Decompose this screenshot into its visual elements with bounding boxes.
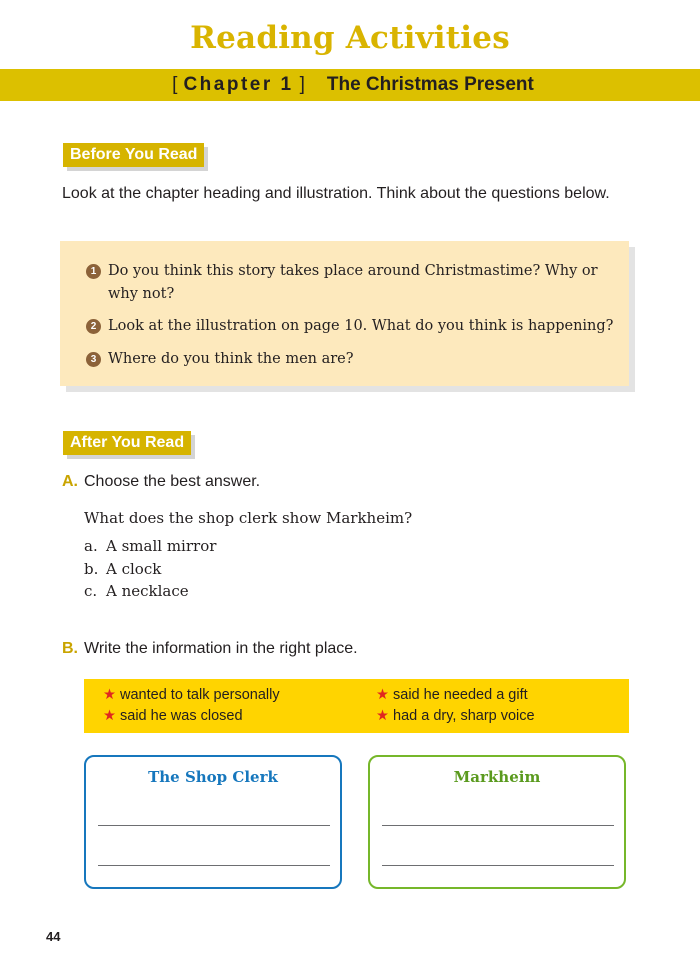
option-letter: b. [84, 559, 99, 578]
word-bank-item[interactable] [103, 685, 280, 705]
option-letter: a. [84, 537, 98, 555]
number-badge: 3 [86, 352, 101, 367]
answer-line-2[interactable] [382, 865, 614, 866]
option-letter: c. [84, 582, 98, 600]
page-title: Reading Activities [190, 20, 510, 56]
question-item [86, 260, 616, 306]
before-you-read-tag: Before You Read [63, 143, 204, 167]
questions-box [60, 241, 629, 386]
question-text: Look at the illustration on page 10. What do you think is happening? [108, 318, 614, 334]
option-text: A necklace [106, 582, 189, 600]
shop-clerk-box [84, 755, 342, 889]
option-text: A small mirror [106, 537, 217, 555]
question-text: Where do you think the men are? [108, 351, 354, 367]
phrase-text: said he needed a gift [393, 687, 528, 703]
section-a-letter: A. [62, 473, 78, 490]
section-a-heading [62, 471, 260, 493]
number-badge: 2 [86, 319, 101, 334]
answer-option-b[interactable] [84, 558, 216, 581]
close-bracket: ] [299, 74, 305, 95]
section-a-instruction: Choose the best answer. [84, 473, 261, 490]
chapter-banner [0, 69, 700, 101]
phrase-text: wanted to talk personally [120, 687, 280, 703]
answer-option-a[interactable] [84, 535, 216, 558]
chapter-title: The Christmas Present [326, 74, 534, 95]
before-intro-text: Look at the chapter heading and illustration. Think about the questions below. [62, 185, 610, 202]
answer-option-c[interactable] [84, 580, 216, 603]
star-icon: ★ [103, 708, 116, 724]
markheim-box [368, 755, 626, 889]
section-b-heading [62, 638, 358, 660]
star-icon: ★ [376, 708, 389, 724]
number-badge: 1 [86, 264, 101, 279]
section-a-question: What does the shop clerk show Markheim? [84, 509, 413, 527]
answer-line-1[interactable] [98, 825, 330, 826]
star-icon: ★ [376, 687, 389, 703]
question-item [86, 315, 616, 338]
word-bank-item[interactable] [376, 685, 528, 705]
star-icon: ★ [103, 687, 116, 703]
section-b-instruction: Write the information in the right place. [84, 640, 358, 657]
word-bank-item[interactable] [103, 706, 243, 726]
phrase-text: had a dry, sharp voice [393, 708, 535, 724]
question-text: Do you think this story takes place around Christmastime? Why or why not? [108, 263, 598, 302]
shop-clerk-box-title: The Shop Clerk [148, 768, 278, 786]
section-b-letter: B. [62, 640, 78, 657]
word-bank-item[interactable] [376, 706, 535, 726]
word-bank [84, 679, 629, 733]
answer-line-1[interactable] [382, 825, 614, 826]
option-text: A clock [106, 559, 162, 578]
chapter-label: Chapter 1 [183, 74, 294, 95]
open-bracket: [ [172, 74, 178, 95]
markheim-box-title: Markheim [453, 768, 541, 786]
question-item [86, 348, 616, 371]
page-number: 44 [46, 929, 61, 944]
answer-options [84, 535, 216, 603]
answer-line-2[interactable] [98, 865, 330, 866]
after-you-read-tag: After You Read [63, 431, 191, 455]
phrase-text: said he was closed [120, 708, 243, 724]
